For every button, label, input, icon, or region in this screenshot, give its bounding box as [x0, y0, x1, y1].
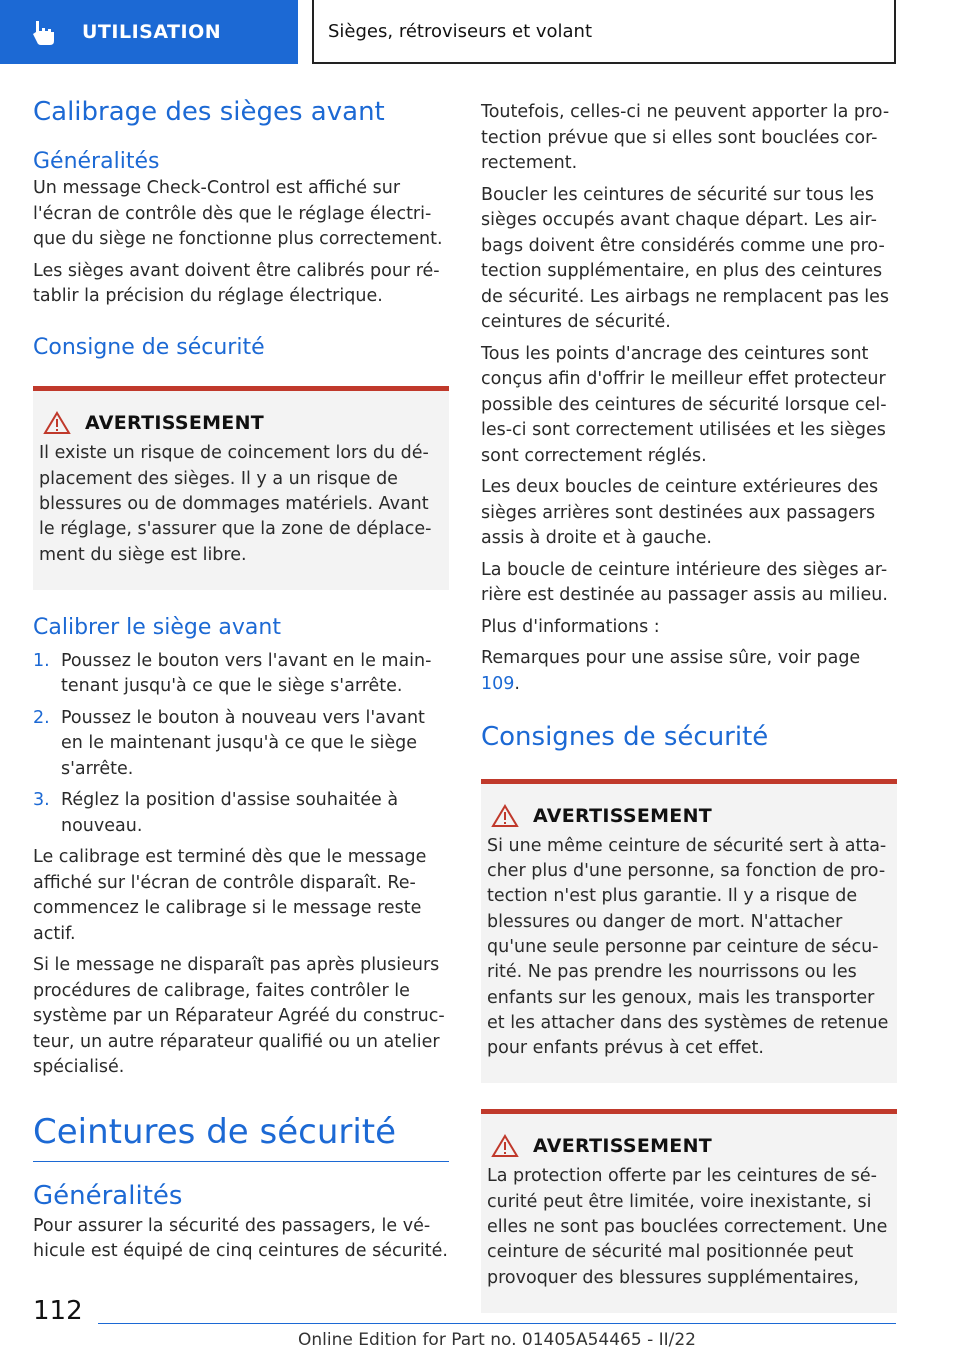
warning-title: AVERTISSEMENT [85, 412, 265, 435]
section-title: UTILISATION [82, 21, 222, 43]
chapter-title: Sièges, rétroviseurs et volant [328, 20, 593, 42]
calibration-done-paragraph: Le calibrage est terminé dès que le message affiché sur l'écran de contrôle disparaît. Re-commencez le calibrage si le message reste actif. [33, 847, 427, 944]
warning-title: AVERTISSEMENT [533, 1135, 713, 1158]
right-column [481, 100, 897, 1313]
warning-text: Si une même ceinture de sécurité sert à atta-cher plus d'une personne, sa fonction de pro-tection n'est plus garantie. Il y a risque de blessures ou danger de mort. N'attacher qu'une seule personne par ceinture de sécu-rité. Ne pas prendre les nourrissons ou les enfants sur les genoux, mais les transporter et les attacher dans des systèmes de retenue pour enfants prévus à cet effet. [487, 835, 889, 1059]
calibration-steps [33, 649, 449, 840]
footer-edition: Online Edition for Part no. 01405A54465 - II/22 [98, 1323, 896, 1350]
seatbelts-heading: Ceintures de sécurité [33, 1111, 449, 1163]
header-chapter-box [312, 0, 896, 64]
warning-box-buckled [481, 1109, 897, 1312]
warning-box-one-person [481, 779, 897, 1084]
seatbelts-general-heading: Généralités [33, 1181, 183, 1212]
seatbelts-paragraph: Pour assurer la sécurité des passagers, le vé-hicule est équipé de cinq ceintures de sécurité. [33, 1215, 448, 1262]
safety-instructions-heading: Consignes de sécurité [481, 722, 769, 752]
right-paragraph-3: Tous les points d'ancrage des ceintures sont conçus afin d'offrir le meilleur effet protecteur possible des ceintures de sécurité lorsque cel-les-ci sont correctement utilisées et les sièges sont correctement réglés. [481, 343, 887, 466]
calibrate-seat-heading: Calibrer le siège avant [33, 614, 281, 640]
general-heading: Généralités [33, 148, 160, 174]
general-paragraph-1: Un message Check-Control est affiché sur l'écran de contrôle dès que le réglage électri-que du siège ne fonctionne plus correctement. [33, 178, 443, 250]
right-paragraph-1: Toutefois, celles-ci ne peuvent apporter la pro-tection prévue que si elles sont bouclées cor-rectement. [481, 102, 890, 173]
right-paragraph-4: Les deux boucles de ceinture extérieures des sièges arrières sont destinées aux passagers assis à droite et à gauche. [481, 477, 879, 548]
page-link[interactable]: 109 [481, 673, 515, 694]
left-column [33, 96, 449, 1265]
safety-heading: Consigne de sécurité [33, 334, 265, 360]
cross-reference: Remarques pour une assise sûre, voir page 109. [481, 648, 861, 694]
right-paragraph-2: Boucler les ceintures de sécurité sur tous les sièges occupés avant chaque départ. Les air-bags doivent être considérés comme une pro-tection supplémentaire, en plus des ceintures de sécurité. Les airbags ne remplacent pas les ceintures de sécurité. [481, 184, 890, 332]
page-number: 112 [33, 1296, 83, 1326]
hand-pointer-icon [30, 17, 60, 47]
calibration-fail-paragraph: Si le message ne disparaît pas après plusieurs procédures de calibrage, faites contrôler le système par un Réparateur Agréé du construc-teur, un autre réparateur qualifié ou un atelier spécialisé. [33, 955, 445, 1078]
general-paragraph-2: Les sièges avant doivent être calibrés pour ré-tablir la précision du réglage électrique. [33, 260, 440, 307]
warning-triangle-icon [491, 804, 519, 828]
right-paragraph-5: La boucle de ceinture intérieure des sièges ar-rière est destinée au passager assis au milieu. [481, 559, 888, 605]
step-item: 2. Poussez le bouton à nouveau vers l'avant en le maintenant jusqu'à ce que le siège s'arrête. [33, 707, 425, 779]
warning-triangle-icon [43, 411, 71, 435]
warning-text: Il existe un risque de coincement lors du dé-placement des sièges. Il y a un risque de blessures ou de dommages matériels. Avant le réglage, s'assurer que la zone de déplace-ment du siège est libre. [39, 443, 432, 565]
warning-triangle-icon [491, 1134, 519, 1158]
calibration-heading: Calibrage des sièges avant [33, 97, 385, 127]
step-item: 1. Poussez le bouton vers l'avant en le main-tenant jusqu'à ce que le siège s'arrête. [33, 650, 432, 697]
warning-box-pinching [33, 386, 449, 589]
warning-title: AVERTISSEMENT [533, 804, 713, 827]
warning-text: La protection offerte par les ceintures de sé-curité peut être limitée, voire inexistante, si elles ne sont pas bouclées correctement. Une ceinture de sécurité mal positionnée peut provoquer des blessures supplémentaires, [487, 1166, 888, 1288]
step-item: 3. Réglez la position d'assise souhaitée à nouveau. [33, 790, 399, 836]
more-info-label: Plus d'informations : [481, 616, 660, 637]
header-section-tab [0, 0, 298, 64]
